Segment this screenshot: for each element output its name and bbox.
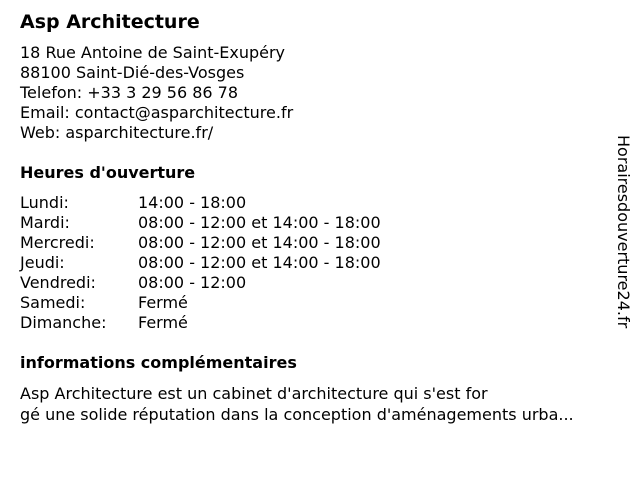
description-line-1: Asp Architecture est un cabinet d'architecture qui s'est for [20, 384, 488, 403]
hours-row-jeudi [20, 253, 381, 273]
watermark-brand: Horairesdouverture24.fr [614, 135, 633, 329]
day-label: Mercredi: [20, 233, 95, 252]
time-value: Fermé [138, 313, 188, 332]
day-label: Jeudi: [20, 253, 65, 272]
day-label: Mardi: [20, 213, 70, 232]
address-line-2: 88100 Saint-Dié-des-Vosges [20, 63, 245, 82]
time-value: 08:00 - 12:00 et 14:00 - 18:00 [138, 233, 381, 252]
business-name: Asp Architecture [20, 11, 200, 33]
time-value: 08:00 - 12:00 et 14:00 - 18:00 [138, 213, 381, 232]
info-heading: informations complémentaires [20, 353, 297, 372]
hours-table [20, 193, 381, 333]
hours-row-mardi [20, 213, 381, 233]
hours-row-mercredi [20, 233, 381, 253]
hours-row-dimanche [20, 313, 381, 333]
day-label: Vendredi: [20, 273, 96, 292]
address-line-1: 18 Rue Antoine de Saint-Exupéry [20, 43, 286, 62]
phone-line: Telefon: +33 3 29 56 86 78 [20, 83, 239, 102]
contact-block [20, 43, 293, 143]
time-value: 14:00 - 18:00 [138, 193, 247, 212]
hours-row-samedi [20, 293, 381, 313]
day-label: Lundi: [20, 193, 69, 212]
hours-row-vendredi [20, 273, 381, 293]
day-label: Dimanche: [20, 313, 107, 332]
time-value: 08:00 - 12:00 et 14:00 - 18:00 [138, 253, 381, 272]
web-line: Web: asparchitecture.fr/ [20, 123, 214, 142]
hours-row-lundi [20, 193, 381, 213]
description-line-2: gé une solide réputation dans la conception d'aménagements urba... [20, 405, 574, 424]
time-value: Fermé [138, 293, 188, 312]
email-line: Email: contact@asparchitecture.fr [20, 103, 294, 122]
hours-heading: Heures d'ouverture [20, 163, 196, 182]
time-value: 08:00 - 12:00 [138, 273, 247, 292]
description [20, 383, 620, 425]
day-label: Samedi: [20, 293, 86, 312]
